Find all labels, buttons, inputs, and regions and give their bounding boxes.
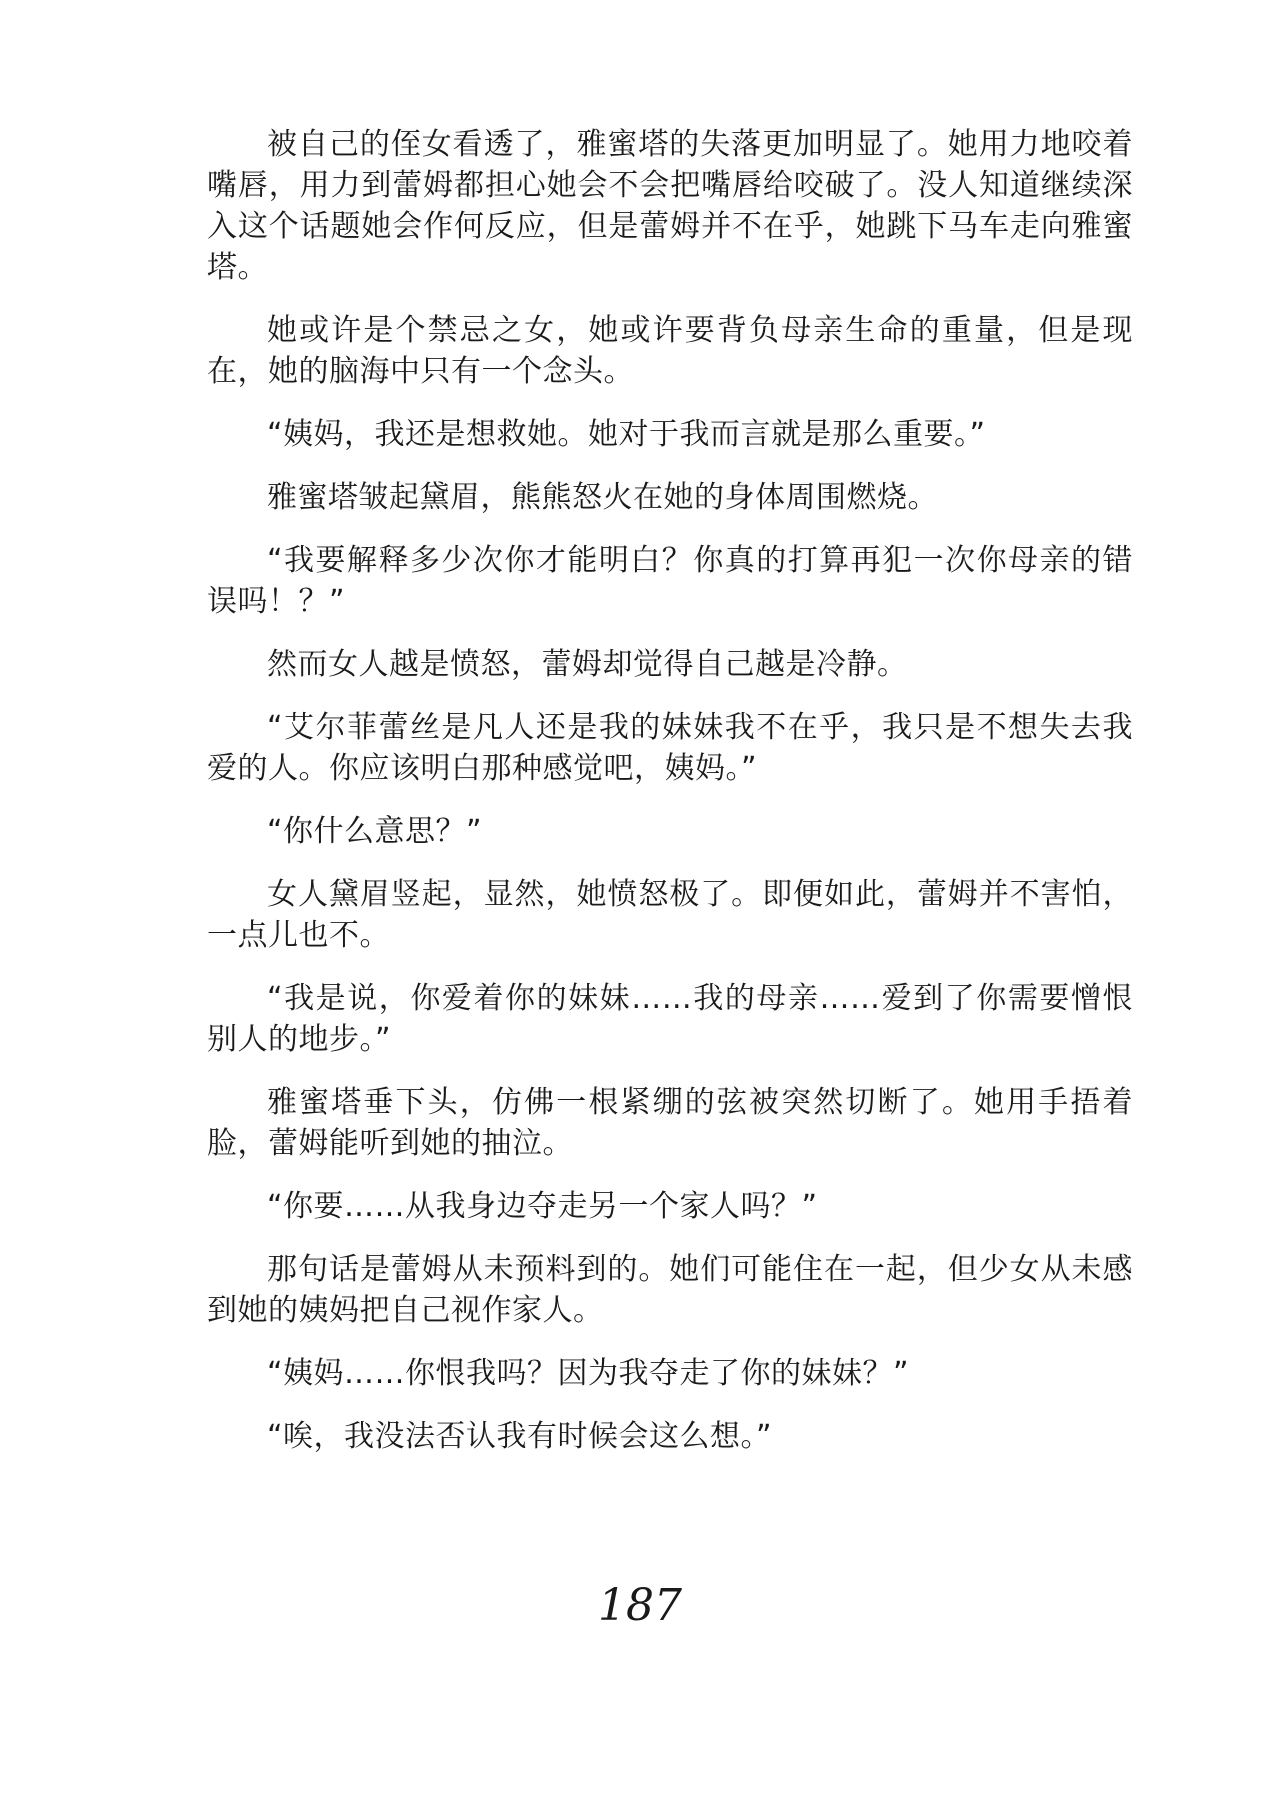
body-text bbox=[207, 124, 1133, 1479]
paragraph: “艾尔菲蕾丝是凡人还是我的妹妹我不在乎，我只是不想失去我爱的人。你应该明白那种感觉吧，姨妈。” bbox=[207, 710, 1133, 786]
paragraph: “姨妈，我还是想救她。她对于我而言就是那么重要。” bbox=[267, 417, 986, 452]
paragraph: 然而女人越是愤怒，蕾姆却觉得自己越是冷静。 bbox=[267, 647, 908, 682]
paragraph: “唉，我没法否认我有时候会这么想。” bbox=[267, 1419, 773, 1454]
paragraph: 那句话是蕾姆从未预料到的。她们可能住在一起，但少女从未感到她的姨妈把自己视作家人。 bbox=[207, 1252, 1133, 1328]
paragraph: “我是说，你爱着你的妹妹……我的母亲……爱到了你需要憎恨别人的地步。” bbox=[207, 981, 1133, 1057]
paragraph: 被自己的侄女看透了，雅蜜塔的失落更加明显了。她用力地咬着嘴唇，用力到蕾姆都担心她会不会把嘴唇给咬破了。没人知道继续深入这个话题她会作何反应，但是蕾姆并不在乎，她跳下马车走向雅蜜塔。 bbox=[207, 127, 1133, 285]
paragraph: 女人黛眉竖起，显然，她愤怒极了。即便如此，蕾姆并不害怕，一点儿也不。 bbox=[207, 877, 1133, 953]
paragraph: 她或许是个禁忌之女，她或许要背负母亲生命的重量，但是现在，她的脑海中只有一个念头。 bbox=[207, 313, 1133, 389]
paragraph: 雅蜜塔垂下头，仿佛一根紧绷的弦被突然切断了。她用手捂着脸，蕾姆能听到她的抽泣。 bbox=[207, 1085, 1133, 1161]
paragraph: “你要……从我身边夺走另一个家人吗？” bbox=[267, 1189, 818, 1224]
paragraph: “你什么意思？” bbox=[267, 814, 483, 849]
paragraph: “姨妈……你恨我吗？因为我夺走了你的妹妹？” bbox=[267, 1356, 910, 1391]
page-number: 187 bbox=[598, 1580, 682, 1631]
paragraph: “我要解释多少次你才能明白？你真的打算再犯一次你母亲的错误吗！？” bbox=[207, 543, 1133, 619]
paragraph: 雅蜜塔皱起黛眉，熊熊怒火在她的身体周围燃烧。 bbox=[267, 480, 938, 515]
